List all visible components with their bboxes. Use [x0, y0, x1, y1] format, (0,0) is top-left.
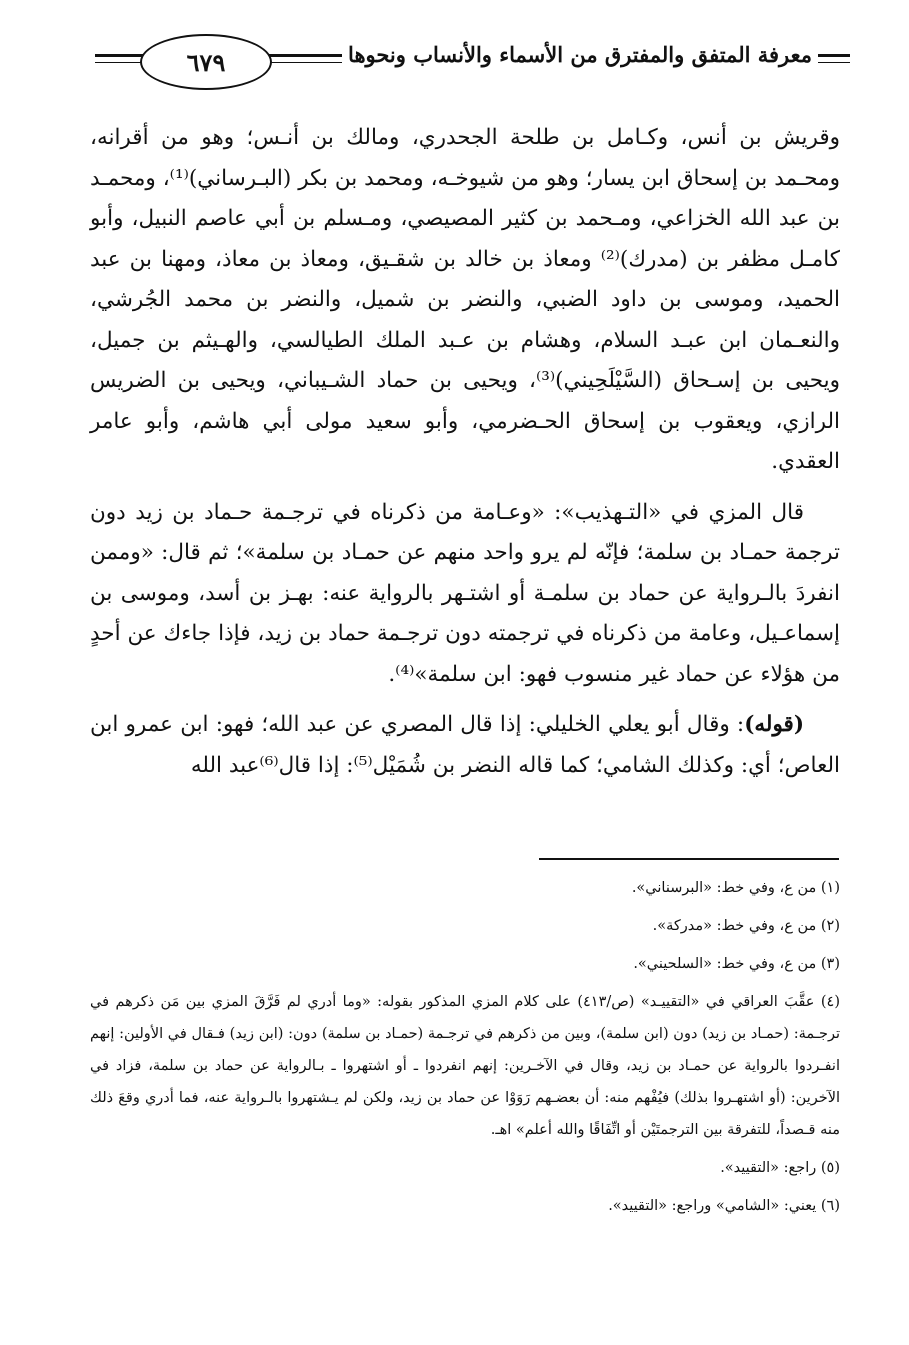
paragraph-3-lead: (قوله): [744, 712, 804, 737]
footnote-3: (٣) من ع، وفي خط: «السلحيني».: [633, 956, 840, 972]
footnote-5: (٥) راجع: «التقييد».: [720, 1160, 840, 1176]
paragraph-1: وقريش بن أنس، وكـامل بن طلحة الجحدري، ومالك بن أنـس؛ وهو من أقرانه، ومحـمد بن إسحاق ابن يسار؛ وهو من شيوخـه، ومحمد بن بكر (البـرساني)⁽¹⁾، ومحمـد بن عبد الله الخزاعي، ومـحمد بن كثير المصيصي، ومـسلم بن أبي عاصم النبيل، وأبو كامـل مظفر بن (مدرك)⁽²⁾ ومعاذ بن خالد بن شقـيق، ومعاذ بن معاذ، ومهنا بن عبد الحميد، وموسى بن داود الضبي، والنضر بن شميل، والنضر بن محمد الجُرشي، والنعـمان ابن عبـد السلام، وهشام بن عـبد الملك الطيالسي، والهـيثم بن جميل، ويحيى بن إسـحاق (السَّيْلَحِيني)⁽³⁾، ويحيى بن حماد الشـيباني، ويحيى بن الضريس الرازي، ويعقوب بن إسحاق الحـضرمي، وأبو سعيد مولى أبي هاشم، وأبو عامر العقدي.: [90, 125, 841, 474]
page-number: ٦٧٩: [140, 34, 272, 90]
running-title: معرفة المتفق والمفترق من الأسماء والأنساب ونحوها: [342, 42, 818, 67]
paragraph-3: [90, 705, 840, 786]
paragraph-2: قال المزي في «التـهذيب»: «وعـامة من ذكرناه في ترجـمة حـماد بن زيد دون ترجمة حمـاد بن سلمة؛ فإنّه لم يرو واحد منهم عن حمـاد بن سلمة»؛ ثم قال: «وممن انفردَ بالـرواية عن حماد بن سلمـة أو اشتـهر بالرواية عنه: بهـز بن أسد، وموسى بن إسماعـيل، وعامة من ذكرناه في ترجمته دون ترجـمة حماد بن زيد، فإذا جاءك عن أحدٍ من هؤلاء عن حماد غير منسوب فهو: ابن سلمة»⁽⁴⁾.: [90, 499, 840, 687]
main-text: [90, 118, 840, 796]
page-header: [95, 22, 850, 94]
footnote-2: (٢) من ع، وفي خط: «مدركة».: [652, 918, 840, 934]
footnote-1: (١) من ع، وفي خط: «البرسناني».: [631, 880, 840, 896]
footnotes: [90, 872, 840, 1228]
paragraph-3-text: : وقال أبو يعلي الخليلي: إذا قال المصري عن عبد الله؛ فهو: ابن عمرو ابن العاص؛ أي: وكذلك الشامي؛ كما قاله النضر بن شُمَيْل⁽⁵⁾: إذا قال⁽⁶⁾عبد الله: [90, 712, 840, 778]
footnote-separator: [539, 858, 839, 860]
footnote-6: (٦) يعني: «الشامي» وراجع: «التقييد».: [608, 1198, 840, 1214]
footnote-4: (٤) عقَّبَ العراقي في «التقييـد» (ص/٤١٣) على كلام المزي المذكور بقوله: «وما أدري لم فَرَّقَ المزي بين مَن ذكرهم في ترجـمة: (حمـاد بن زيد) دون (ابن سلمة)، وبين من ذكرهم في ترجـمة (حمـاد بن سلمة) دون: (ابن زيد) فـقال في الأولين: إنهم انفـردوا بالرواية عن حمـاد بن زيد، وقال في الآخـرين: إنهم انفردوا ـ أو اشتهروا ـ بـالرواية عن حماد بن سلمة، فزاد في الآخرين: (أو اشتهـروا بذلك) فيُفْهم منه: أن بعضـهم رَوَوْا عن حماد بن زيد، ولكن لم يـشتهروا بالـرواية عنه، فما أدري وقعَ ذلك منه قـصداً، للتفرقة بين الترجمتَيْن أو اتِّفَاقًا والله أعلم» اهـ.: [90, 994, 840, 1138]
